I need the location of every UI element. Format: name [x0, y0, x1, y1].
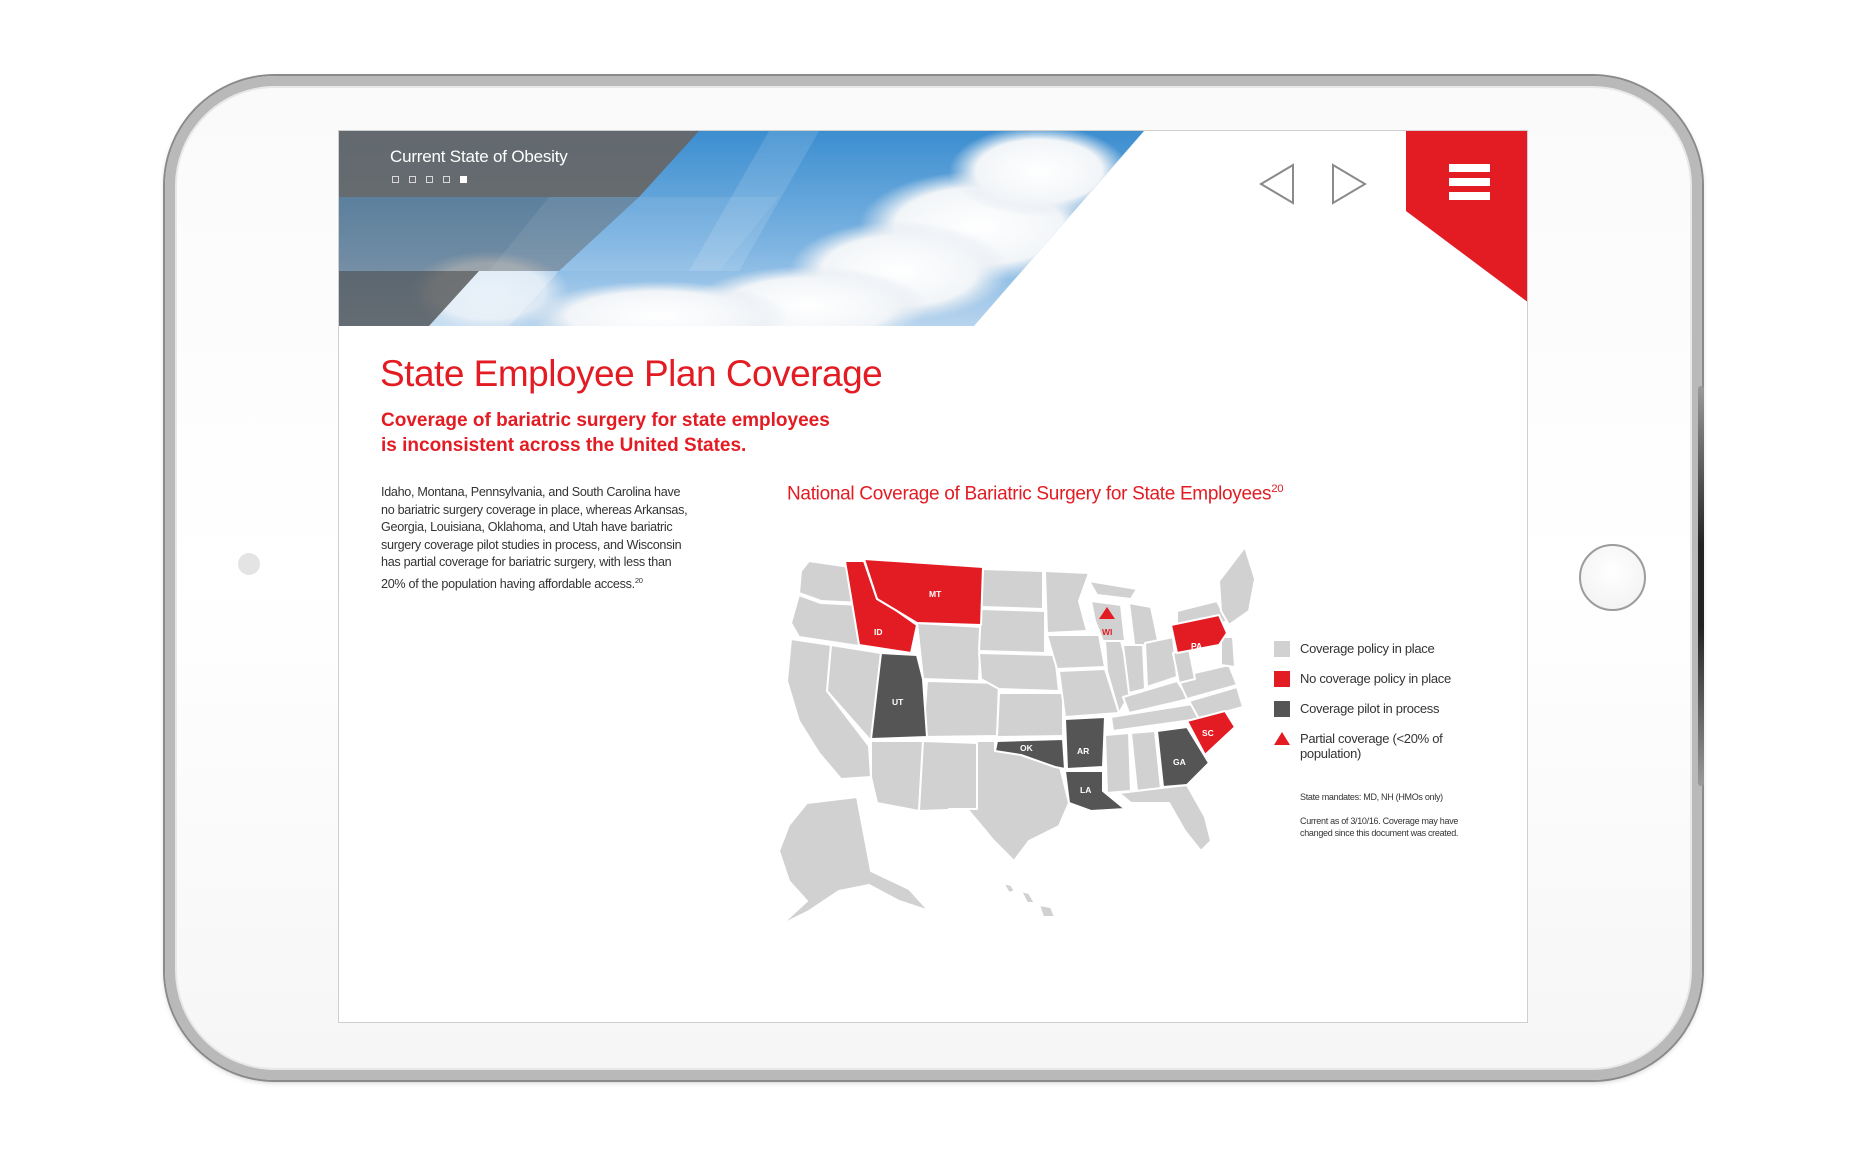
state-ia: [1047, 635, 1105, 669]
state-al: [1131, 731, 1161, 791]
legend-item: [1274, 669, 1504, 699]
page-dot[interactable]: [443, 176, 450, 183]
us-coverage-map: [759, 541, 1299, 986]
body-line-last: [381, 572, 721, 594]
state-ak: [779, 797, 929, 925]
legend-label-line: Partial coverage (<20% of: [1300, 731, 1443, 746]
note-line: changed since this document was created.: [1300, 828, 1459, 838]
state-hi: [1003, 883, 1055, 917]
state-label-la: LA: [1080, 785, 1092, 795]
footnote-ref: 20: [1271, 483, 1284, 495]
body-line: Georgia, Louisiana, Oklahoma, and Utah have bariatric: [381, 520, 673, 535]
legend-swatch-gray: [1274, 641, 1290, 657]
state-nj-md-de: [1221, 637, 1235, 667]
section-title: Current State of Obesity: [390, 147, 568, 166]
note-line: Current as of 3/10/16. Coverage may have: [1300, 816, 1459, 826]
state-label-ar: AR: [1077, 746, 1090, 756]
map-title-text: National Coverage of Bariatric Surgery for State Employees: [787, 483, 1272, 505]
legend-item: [1274, 699, 1504, 729]
state-mi-up: [1089, 581, 1137, 599]
state-label-ut: UT: [892, 697, 904, 707]
legend-label-line: population): [1300, 746, 1362, 761]
legend-item: [1274, 639, 1504, 669]
body-line: surgery coverage pilot studies in process, and Wisconsin: [381, 537, 682, 552]
state-ms: [1105, 733, 1131, 793]
subtitle-line: Coverage of bariatric surgery for state employees: [381, 410, 830, 431]
state-label-id: ID: [874, 627, 883, 637]
state-mn: [1045, 571, 1089, 633]
state-ar: [1065, 717, 1105, 769]
state-label-pa: PA: [1191, 641, 1203, 651]
currency-note: [1300, 815, 1490, 839]
home-button[interactable]: [1579, 544, 1646, 611]
page-dot[interactable]: [409, 176, 416, 183]
page-subtitle: [381, 408, 901, 458]
body-line: has partial coverage for bariatric surgery, with less than: [381, 555, 672, 570]
map-title: [787, 483, 1283, 505]
footnote-ref: 20: [634, 575, 643, 585]
menu-tab[interactable]: [1406, 131, 1528, 303]
state-ne: [979, 653, 1059, 691]
page-title: State Employee Plan Coverage: [380, 353, 883, 394]
map-legend: [1274, 639, 1504, 759]
state-wy: [917, 623, 981, 681]
legend-label: Coverage policy in place: [1300, 641, 1435, 656]
state-label-wi: WI: [1102, 627, 1113, 637]
body-line: Idaho, Montana, Pennsylvania, and South Carolina have: [381, 485, 681, 499]
legend-swatch-dark: [1274, 701, 1290, 717]
body-line: no bariatric surgery coverage in place, whereas Arkansas,: [381, 502, 688, 517]
state-co: [923, 681, 999, 737]
legend-label: Coverage pilot in process: [1300, 701, 1440, 716]
state-fl: [1119, 785, 1211, 851]
camera-icon: [238, 553, 260, 575]
page-dot[interactable]: [426, 176, 433, 183]
body-paragraph: [381, 484, 721, 594]
state-new-england: [1219, 547, 1255, 625]
state-sd: [979, 609, 1045, 653]
page-dot-current[interactable]: [460, 176, 467, 183]
legend-triangle-icon: [1274, 732, 1290, 745]
legend-item: [1274, 729, 1504, 759]
subtitle-line: is inconsistent across the United States.: [381, 435, 747, 456]
state-nd: [981, 569, 1043, 609]
page-dot[interactable]: [392, 176, 399, 183]
hamburger-menu-icon[interactable]: [1449, 164, 1490, 205]
state-az: [871, 741, 923, 811]
state-label-ok: OK: [1020, 743, 1033, 753]
state-oh: [1145, 637, 1177, 687]
state-label-mt: MT: [929, 589, 942, 599]
legend-label: [1300, 731, 1500, 761]
legend-label: No coverage policy in place: [1300, 671, 1451, 686]
mandates-note: State mandates: MD, NH (HMOs only): [1300, 792, 1443, 802]
state-ut: [871, 653, 927, 739]
page-progress-dots: [392, 176, 467, 183]
legend-swatch-red: [1274, 671, 1290, 687]
state-label-sc: SC: [1202, 728, 1214, 738]
next-arrow-icon[interactable]: [1329, 161, 1369, 207]
body-line: 20% of the population having affordable access.: [381, 577, 635, 592]
app-screen: [338, 130, 1528, 1023]
state-label-ga: GA: [1173, 757, 1186, 767]
previous-arrow-icon[interactable]: [1257, 161, 1297, 207]
state-ks: [997, 693, 1063, 737]
state-nm: [919, 741, 979, 811]
